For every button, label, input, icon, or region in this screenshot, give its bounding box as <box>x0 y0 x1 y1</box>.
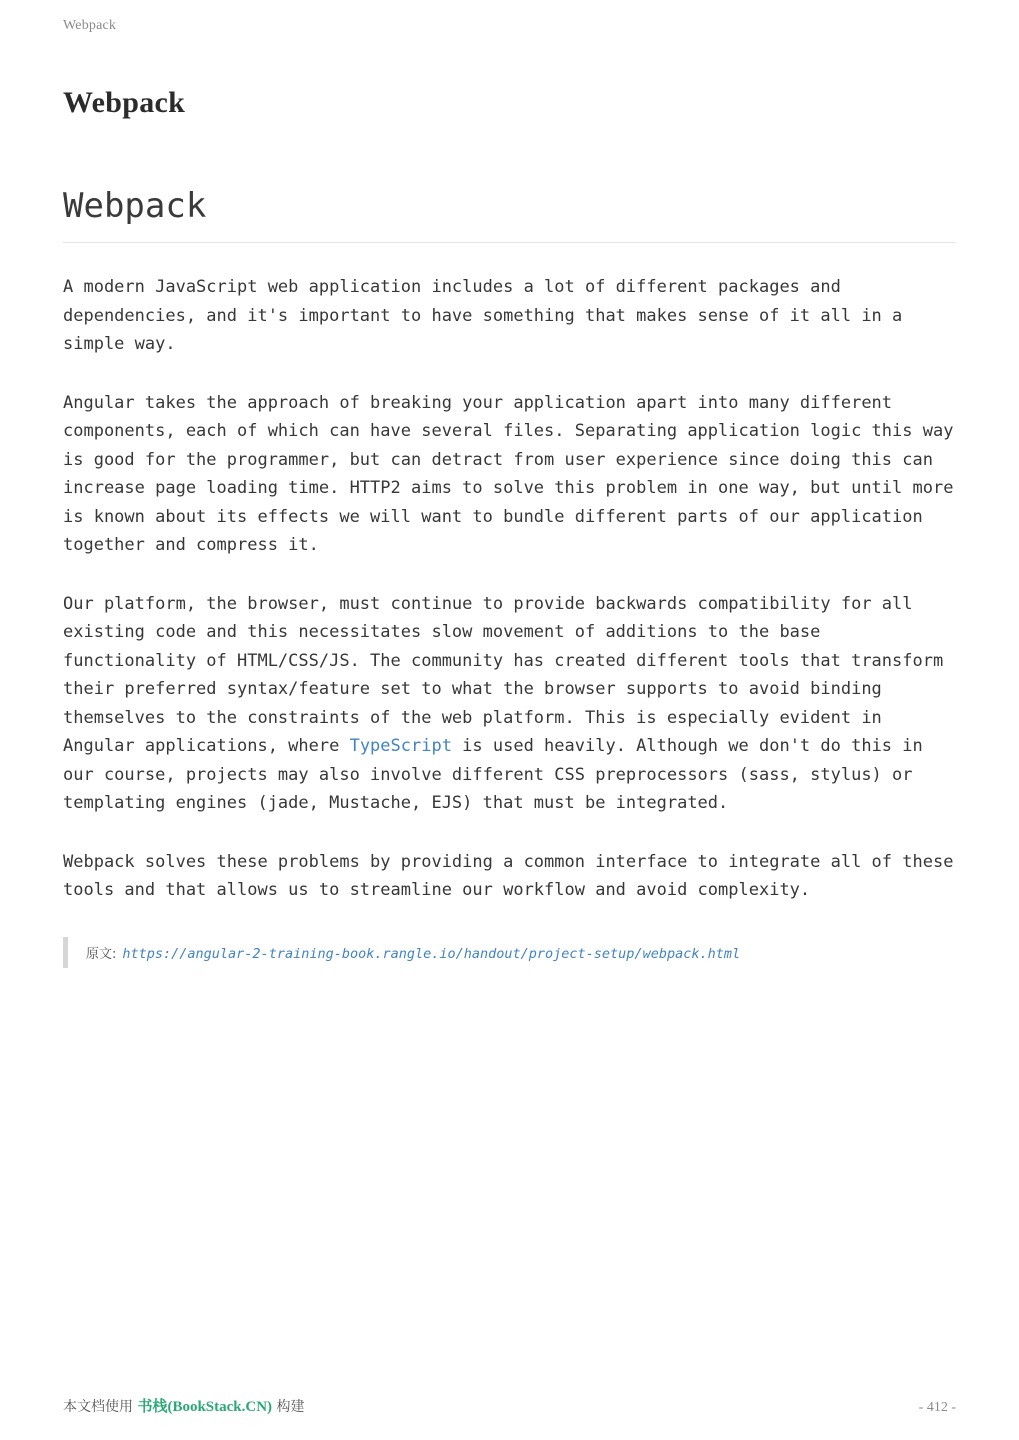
paragraph-2: Angular takes the approach of breaking your application apart into many different components, each of which can have several files. Separating application logic this way is good for the programmer, but can detract from user experience since doing this can increase page loading time. HTTP2 aims to solve this problem in one way, but until more is known about its effects we will want to bundle different parts of our application together and compress it. <box>63 392 954 555</box>
typescript-link[interactable]: TypeScript <box>349 736 452 756</box>
footer-attribution <box>63 1395 305 1416</box>
document-content <box>63 186 956 968</box>
source-label: 原文: <box>86 946 117 962</box>
section-title: Webpack <box>63 186 207 226</box>
paragraph-3 <box>63 590 956 818</box>
source-url-link[interactable]: https://angular-2-training-book.rangle.io/handout/project-setup/webpack.html <box>122 945 741 962</box>
section-divider <box>63 242 956 243</box>
paragraph-4: Webpack solves these problems by providing a common interface to integrate all of these tools and that allows us to streamline our workflow and avoid complexity. <box>63 851 954 900</box>
page-number: - 412 - <box>918 1400 956 1415</box>
paragraph-3-text-before: Our platform, the browser, must continue to provide backwards compatibility for all existing code and this necessitates slow movement of additions to the base functionality of HTML/CSS/JS. The community has created different tools that transform their preferred syntax/feature set to what the browser supports to avoid binding themselves to the constraints of the web platform. This is especially evident in Angular applications, where <box>63 593 944 756</box>
footer-text-prefix: 本文档使用 <box>63 1399 138 1415</box>
page-footer <box>63 1395 956 1416</box>
breadcrumb: Webpack <box>63 18 117 33</box>
page-header <box>63 18 956 34</box>
paragraph-1: A modern JavaScript web application includes a lot of different packages and dependencies, and it's important to have something that makes sense of it all in a simple way. <box>63 277 903 354</box>
footer-text-suffix: 构建 <box>272 1399 305 1415</box>
page-title: Webpack <box>63 86 186 119</box>
paragraph-3-text-after: is used heavily. Although we don't do this in our course, projects may also involve different CSS preprocessors (sass, stylus) or templating engines (jade, Mustache, EJS) that must be integrated. <box>63 736 923 813</box>
bookstack-brand-link[interactable]: 书栈(BookStack.CN) <box>137 1399 273 1415</box>
source-blockquote <box>63 937 956 968</box>
